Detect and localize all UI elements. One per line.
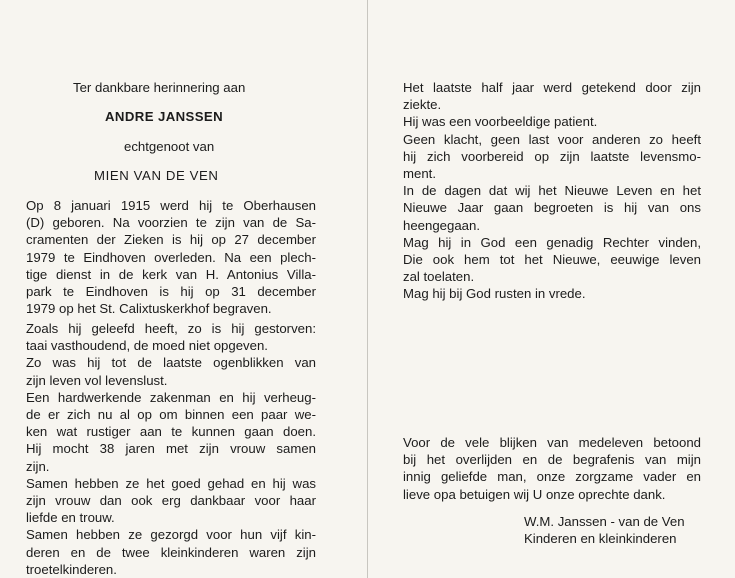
text-line: cramenten der Zieken is hij op 27 december bbox=[26, 232, 316, 248]
text-line: ken wat rustiger aan te kunnen gaan doen. bbox=[26, 424, 316, 440]
deceased-name: ANDRE JANSSEN bbox=[105, 109, 224, 124]
text-line: park te Eindhoven is hij op 31 december bbox=[26, 284, 316, 300]
text-line: Een hardwerkende zakenman en hij verheug- bbox=[26, 389, 316, 405]
thanks-paragraph bbox=[403, 434, 701, 503]
fold-line bbox=[367, 0, 368, 578]
text-line: tige dienst in de kerk van H. Antonius Villa- bbox=[26, 266, 316, 282]
text-line: (D) geboren. Na voorzien te zijn van de Sa- bbox=[26, 215, 316, 231]
illness-paragraph bbox=[403, 79, 701, 303]
signature-name: W.M. Janssen - van de Ven bbox=[524, 514, 685, 529]
text-line: 1979 op het St. Calixtuskerkhof begraven. bbox=[26, 301, 272, 317]
text-line: Nieuwe Jaar gaan begroeten is hij van ons bbox=[403, 200, 701, 216]
text-line: Voor de vele blijken van medeleven betoond bbox=[403, 435, 701, 450]
text-line: ment. bbox=[403, 166, 436, 182]
text-line: zijn. bbox=[26, 458, 50, 474]
text-line: bij het overlijden en de begrafenis van mijn bbox=[403, 452, 701, 468]
text-line: zijn vrouw dan ook erg dankbaar voor haar bbox=[26, 493, 316, 509]
text-line: Samen hebben ze het goed gehad en hij was bbox=[26, 475, 316, 491]
text-line: Het laatste half jaar werd getekend door zijn bbox=[403, 80, 701, 95]
text-line: Mag hij bij God rusten in vrede. bbox=[403, 286, 586, 302]
text-line: Hij mocht 38 jaren met zijn vrouw samen bbox=[26, 441, 316, 457]
text-line: heengegaan. bbox=[403, 217, 481, 233]
text-line: lieve opa betuigen wij U onze oprechte dank. bbox=[403, 486, 666, 502]
text-line: troetelkinderen. bbox=[26, 561, 117, 577]
intro-line: Ter dankbare herinnering aan bbox=[73, 80, 246, 95]
text-line: In de dagen dat wij het Nieuwe Leven en het bbox=[403, 183, 701, 199]
text-line: deren en de twee kleinkinderen waren zijn bbox=[26, 544, 316, 560]
signature-family: Kinderen en kleinkinderen bbox=[524, 531, 677, 546]
character-paragraph bbox=[26, 320, 316, 578]
text-line: hij zich voorbereid op zijn laatste levensmo- bbox=[403, 148, 701, 164]
text-line: innig geliefde man, onze zorgzame vader en bbox=[403, 469, 701, 485]
relation-line: echtgenoot van bbox=[124, 139, 215, 154]
text-line: Op 8 januari 1915 werd hij te Oberhausen bbox=[26, 198, 316, 213]
text-line: Samen hebben ze gezorgd voor hun vijf kin- bbox=[26, 527, 316, 543]
text-line: de er zich nu al op om binnen een paar we- bbox=[26, 407, 316, 423]
biography-paragraph bbox=[26, 197, 316, 317]
spouse-name: MIEN VAN DE VEN bbox=[94, 168, 219, 183]
text-line: Hij was een voorbeeldige patient. bbox=[403, 114, 598, 130]
text-line: Geen klacht, geen last voor anderen zo heeft bbox=[403, 131, 701, 147]
text-line: Zo was hij tot de laatste ogenblikken van bbox=[26, 355, 316, 371]
text-line: ziekte. bbox=[403, 97, 442, 113]
text-line: Mag hij in God een genadig Rechter vinden, bbox=[403, 234, 701, 250]
text-line: Die ook hem tot het Nieuwe, eeuwige leven bbox=[403, 252, 701, 268]
text-line: liefde en trouw. bbox=[26, 510, 115, 526]
text-line: zijn leven vol levenslust. bbox=[26, 372, 168, 388]
text-line: 1979 te Eindhoven overleden. Na een plech- bbox=[26, 249, 316, 265]
text-line: Zoals hij geleefd heeft, zo is hij gestorven: bbox=[26, 321, 316, 336]
text-line: taai vasthoudend, de moed niet opgeven. bbox=[26, 338, 268, 354]
text-line: zal toelaten. bbox=[403, 269, 475, 285]
